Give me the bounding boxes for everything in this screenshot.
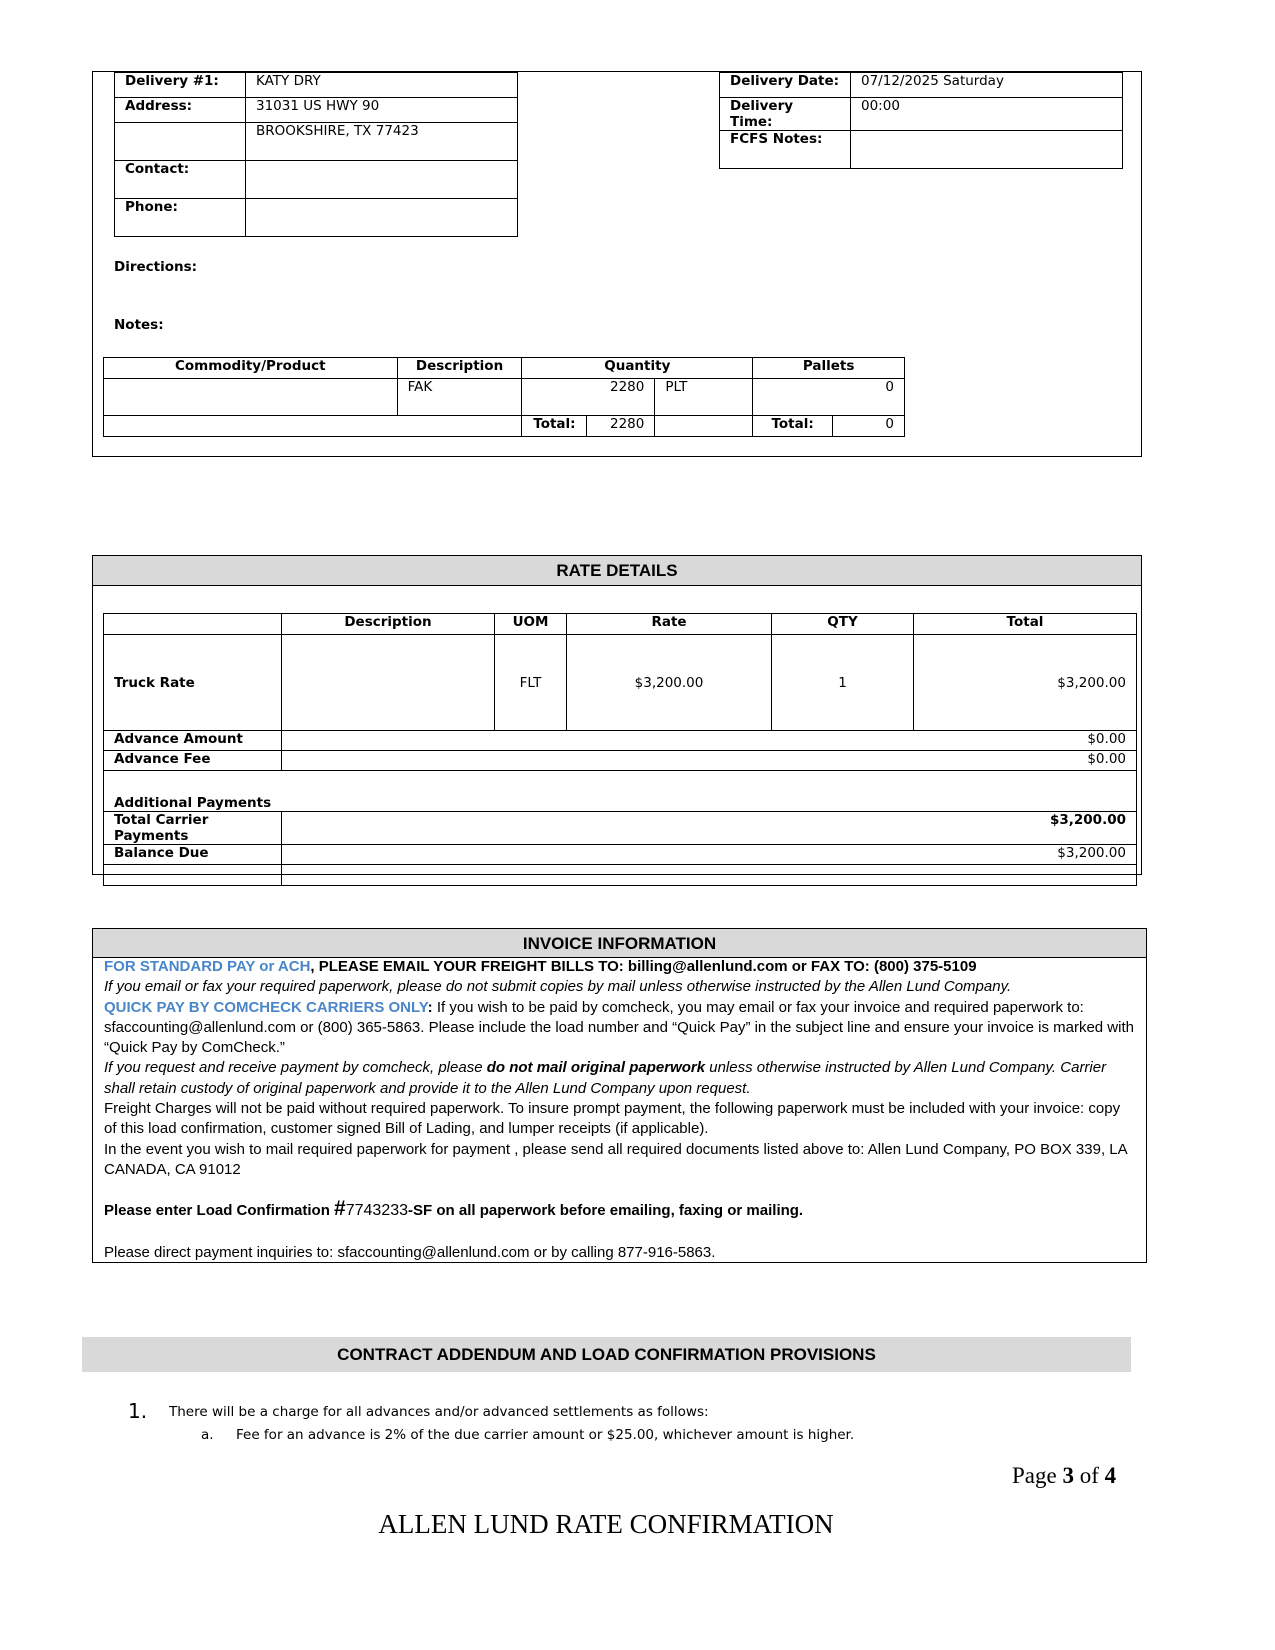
advance-amount-value: $0.00: [282, 731, 1137, 751]
truck-rate-uom: FLT: [495, 635, 567, 731]
rate-uom-header: UOM: [495, 614, 567, 635]
delivery-time-value: 00:00: [851, 98, 1123, 131]
commodity-table: [103, 357, 905, 437]
rate-qty-header: QTY: [772, 614, 914, 635]
address-label: Address:: [115, 98, 246, 123]
page-prefix: Page: [1012, 1463, 1063, 1488]
commodity-header: Commodity/Product: [104, 358, 398, 379]
rate-desc-header: Description: [282, 614, 495, 635]
truck-rate-qty: 1: [772, 635, 914, 731]
delivery-info-table: [114, 72, 518, 237]
comcheck-text-c: unless otherwise instructed by Allen Lund Company. Carrier shall retain custody of original paperwork and provide it to the Allen Lund Company upon request.: [104, 1059, 1107, 1097]
quick-pay-colon: :: [427, 998, 433, 1016]
qty-total-value: 2280: [587, 416, 655, 437]
freight-charges-paragraph: Freight Charges will not be paid without required paperwork. To insure prompt payment, the following paperwork must be included with your invoice: copy of this load confirmation, customer signed Bill of Lading, and lumper receipts (if applicable).: [104, 1100, 1121, 1138]
commodity-description: FAK: [397, 379, 522, 416]
phone-label: Phone:: [115, 199, 246, 237]
payment-inquiries-line: Please direct payment inquiries to: sfaccounting@allenlund.com or by calling 877-916-5863.: [104, 1243, 716, 1261]
truck-rate-rate: $3,200.00: [567, 635, 772, 731]
pallets-header: Pallets: [753, 358, 905, 379]
address-line1: 31031 US HWY 90: [246, 98, 518, 123]
commodity-pallets: 0: [753, 379, 905, 416]
advance-fee-value: $0.00: [282, 751, 1137, 771]
delivery-schedule-table: [719, 72, 1123, 169]
quick-pay-text: If you wish to be paid by comcheck, you may email or fax your invoice and required paperwork to: sfaccounting@allenlund.com or (800) 365-5863. Please include the load number and “Quick Pay” in the subject line and ensure your invoice is marked with “Quick Pay by ComCheck.”: [104, 998, 1134, 1057]
description-header: Description: [397, 358, 522, 379]
contract-title: CONTRACT ADDENDUM AND LOAD CONFIRMATION PROVISIONS: [82, 1337, 1131, 1372]
page-current: 3: [1062, 1463, 1074, 1488]
pallets-total-label: Total:: [753, 416, 833, 437]
load-confirmation-line: [104, 1199, 1134, 1221]
additional-payments-label: Additional Payments: [104, 771, 1137, 812]
truck-rate-description: [282, 635, 495, 731]
phone-value: [246, 199, 518, 237]
quantity-header: Quantity: [522, 358, 753, 379]
load-confirmation-number: 7743233: [345, 1202, 409, 1220]
delivery-date-label: Delivery Date:: [720, 73, 851, 98]
fcfs-notes-value: [851, 131, 1123, 169]
contract-item-1-number: 1.: [128, 1399, 148, 1423]
comcheck-paragraph: [104, 1058, 1134, 1099]
invoice-title: INVOICE INFORMATION: [92, 928, 1147, 958]
load-confirmation-text-b: -SF on all paperwork before emailing, faxing or mailing.: [408, 1202, 804, 1220]
standard-pay-text: , PLEASE EMAIL YOUR FREIGHT BILLS TO: billing@allenlund.com or FAX TO: (800) 375-5109: [310, 958, 977, 975]
load-confirmation-hash: #: [334, 1197, 346, 1221]
balance-due-value: $3,200.00: [282, 845, 1137, 865]
commodity-product: [104, 379, 398, 416]
contract-item-1a-letter: a.: [201, 1427, 214, 1443]
quick-pay-paragraph: [104, 998, 1134, 1059]
truck-rate-total: $3,200.00: [914, 635, 1137, 731]
rate-table: [103, 613, 1137, 886]
total-carrier-label: Total Carrier Payments: [104, 812, 282, 845]
commodity-uom: PLT: [655, 379, 753, 416]
qty-total-label: Total:: [522, 416, 587, 437]
total-carrier-value: $3,200.00: [282, 812, 1137, 845]
comcheck-text-a: If you request and receive payment by comcheck, please: [104, 1059, 487, 1077]
pallets-total-value: 0: [833, 416, 905, 437]
contact-value: [246, 161, 518, 199]
advance-fee-label: Advance Fee: [104, 751, 282, 771]
standard-pay-line: [104, 957, 1134, 977]
page-total: 4: [1104, 1463, 1117, 1488]
mail-paragraph: In the event you wish to mail required paperwork for payment , please send all required documents listed above to: Allen Lund Company, PO BOX 339, LA CANADA, CA 91012: [104, 1140, 1127, 1178]
rate-rate-header: Rate: [567, 614, 772, 635]
truck-rate-label: Truck Rate: [104, 635, 282, 731]
email-fax-note: If you email or fax your required paperwork, please do not submit copies by mail unless otherwise instructed by the Allen Lund Company.: [104, 978, 1012, 996]
delivery-name: KATY DRY: [246, 73, 518, 98]
directions-label: Directions:: [114, 259, 198, 275]
contact-label: Contact:: [115, 161, 246, 199]
fcfs-notes-label: FCFS Notes:: [720, 131, 851, 169]
comcheck-emphasis: do not mail original paperwork: [486, 1059, 706, 1077]
delivery-number-label: Delivery #1:: [115, 73, 246, 98]
contract-item-1: There will be a charge for all advances and/or advanced settlements as follows:: [169, 1404, 709, 1420]
invoice-body: [104, 957, 1134, 1263]
standard-pay-label: FOR STANDARD PAY or ACH: [104, 958, 311, 975]
contract-item-1a: Fee for an advance is 2% of the due carrier amount or $25.00, whichever amount is higher.: [236, 1427, 855, 1443]
page-number: [1012, 1463, 1116, 1489]
page-of: of: [1073, 1463, 1105, 1488]
delivery-date-value: 07/12/2025 Saturday: [851, 73, 1123, 98]
commodity-qty: 2280: [522, 379, 655, 416]
notes-label: Notes:: [114, 317, 164, 333]
rate-total-header: Total: [914, 614, 1137, 635]
footer-title: ALLEN LUND RATE CONFIRMATION: [378, 1509, 834, 1539]
rate-details-title: RATE DETAILS: [92, 555, 1142, 586]
balance-due-label: Balance Due: [104, 845, 282, 865]
advance-amount-label: Advance Amount: [104, 731, 282, 751]
load-confirmation-text-a: Please enter Load Confirmation: [104, 1202, 335, 1220]
delivery-time-label: Delivery Time:: [720, 98, 851, 131]
address-line2: BROOKSHIRE, TX 77423: [246, 123, 518, 161]
quick-pay-label: QUICK PAY BY COMCHECK CARRIERS ONLY: [104, 998, 428, 1016]
